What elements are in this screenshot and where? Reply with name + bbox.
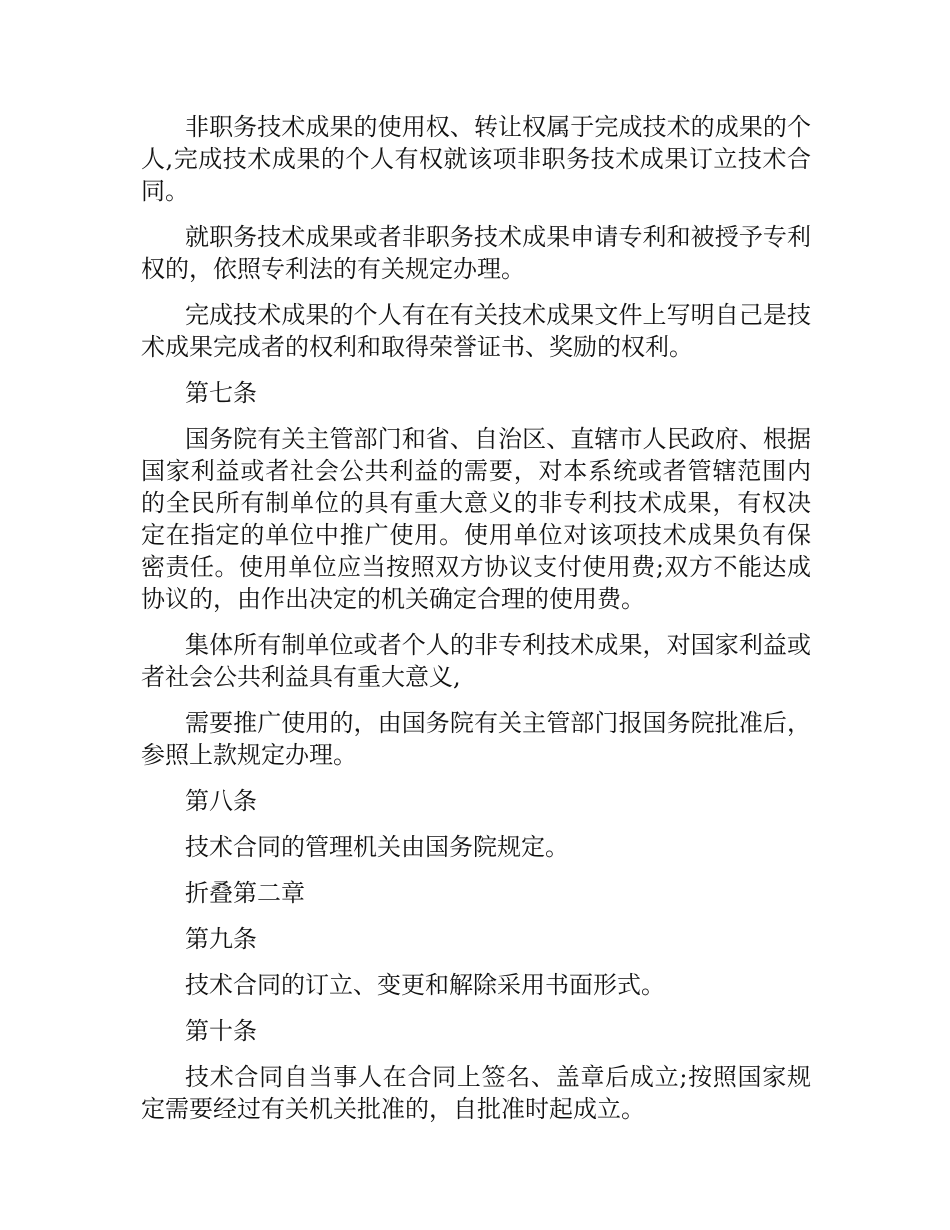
paragraph-patent-application: 就职务技术成果或者非职务技术成果申请专利和被授予专利权的，依照专利法的有关规定办理。 <box>141 223 811 283</box>
article-heading-8: 第八条 <box>185 787 257 815</box>
article-heading-7: 第七条 <box>185 379 257 407</box>
paragraph-article-8-body: 技术合同的管理机关由国务院规定。 <box>185 833 569 861</box>
document-body <box>141 111 811 1139</box>
article-heading-9: 第九条 <box>185 925 257 953</box>
paragraph-article-9-body: 技术合同的订立、变更和解除采用书面形式。 <box>185 971 665 999</box>
article-heading-10: 第十条 <box>185 1017 257 1045</box>
paragraph-article-7-body: 国务院有关主管部门和省、自治区、直辖市人民政府、根据国家利益或者社会公共利益的需要，对本系统或者管辖范围内的全民所有制单位的具有重大意义的非专利技术成果，有权决定在指定的单位中推广使用。使用单位对该项技术成果负有保密责任。使用单位应当按照双方协议支付使用费;双方不能达成协议的，由作出决定的机关确定合理的使用费。 <box>141 425 811 613</box>
paragraph-authorship-rights: 完成技术成果的个人有在有关技术成果文件上写明自己是技术成果完成者的权利和取得荣誉证书、奖励的权利。 <box>141 301 811 361</box>
paragraph-rights-nonservice: 非职务技术成果的使用权、转让权属于完成技术的成果的个人,完成技术成果的个人有权就该项非职务技术成果订立技术合同。 <box>141 113 811 205</box>
paragraph-article-10-body: 技术合同自当事人在合同上签名、盖章后成立;按照国家规定需要经过有关机关批准的，自批准时起成立。 <box>141 1063 811 1123</box>
chapter-heading-2: 折叠第二章 <box>185 879 305 907</box>
paragraph-collective-ownership: 集体所有制单位或者个人的非专利技术成果，对国家利益或者社会公共利益具有重大意义, <box>141 631 811 691</box>
paragraph-promotion-approval: 需要推广使用的，由国务院有关主管部门报国务院批准后，参照上款规定办理。 <box>141 709 811 769</box>
